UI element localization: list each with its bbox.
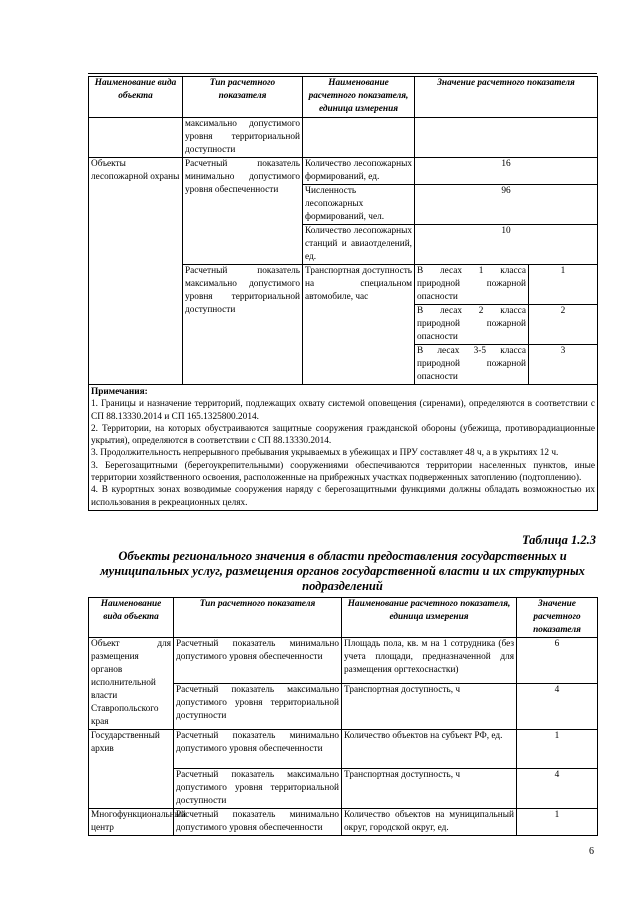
indicator-name: Количество объектов на муниципальный округ, городской округ, ед.	[342, 809, 517, 836]
indicator-name: Транспортная доступность, ч	[342, 684, 517, 730]
indicator-type: Расчетный показатель максимально допустимого уровня территориальной доступности	[174, 684, 342, 730]
indicator-type: Расчетный показатель максимально допустимого уровня территориальной доступности	[174, 769, 342, 809]
col-header-value: Значение расчетного показателя	[415, 77, 598, 118]
col-header-type: Тип расчетного показателя	[183, 77, 303, 118]
header-rule	[88, 73, 597, 74]
note-item: 1. Границы и назначение территорий, подлежащих охвату системой оповещения (сиренами), определяются в соответствии с СП 88.13330.2014 и СП 165.1325800.2014.	[91, 399, 595, 422]
notes-cell	[89, 385, 598, 511]
forest-class-label: В лесах 2 класса природной пожарной опасности	[415, 305, 529, 345]
indicator-name: Транспортная доступность на специальном автомобиле, час	[303, 265, 415, 385]
forest-class-value: 3	[529, 345, 598, 385]
table-number: Таблица 1.2.3	[521, 533, 596, 547]
col-header-type: Тип расчетного показателя	[174, 598, 342, 638]
indicator-type: Расчетный показатель минимально допустимого уровня обеспеченности	[183, 158, 303, 265]
note-item: 4. В курортных зонах возводимые сооружения наряду с берегозащитными функциями должны обладать возможностью их использования в рекреационных целях.	[91, 485, 595, 508]
col-header-indicator: Наименование расчетного показателя, единица измерения	[303, 77, 415, 118]
indicator-name: Транспортная доступность, ч	[342, 769, 517, 809]
object-name: Объекты лесопожарной охраны	[89, 158, 183, 385]
indicator-value: 16	[415, 158, 598, 185]
table-cell	[89, 118, 183, 158]
forest-class-value: 1	[529, 265, 598, 305]
object-name: Объект для размещения органов исполнительной власти Ставропольского края	[89, 638, 174, 730]
note-item: 3. Продолжительность непрерывного пребывания укрываемых в убежищах и ПРУ составляет 48 ч, а в укрытиях 12 ч.	[91, 448, 559, 459]
indicator-value: 10	[415, 225, 598, 265]
indicator-name: Количество объектов на субъект РФ, ед.	[342, 730, 517, 769]
object-name: Государственный архив	[89, 730, 174, 809]
forest-class-label: В лесах 1 класса природной пожарной опасности	[415, 265, 529, 305]
table-cell	[415, 118, 598, 158]
note-item: 2. Территории, на которых обустраиваются защитные сооружения гражданской обороны (убежища, противорадиационные укрытия), определяются в соответствии с СП 88.13330.2014.	[91, 423, 595, 447]
col-header-value: Значение расчетного показателя	[517, 598, 598, 638]
indicator-name: Численность лесопожарных формирований, чел.	[303, 185, 415, 225]
fire-protection-table	[88, 76, 598, 511]
indicator-value: 4	[517, 684, 598, 730]
indicator-name: Количество лесопожарных формирований, ед.	[303, 158, 415, 185]
indicator-type: Расчетный показатель минимально допустимого уровня обеспеченности	[174, 638, 342, 684]
public-services-table	[88, 597, 598, 836]
col-header-indicator: Наименование расчетного показателя, единица измерения	[342, 598, 517, 638]
forest-class-label: В лесах 3-5 класса природной пожарной опасности	[415, 345, 529, 385]
table-cell	[303, 118, 415, 158]
table-cell: максимально допустимого уровня территориальной доступности	[183, 118, 303, 158]
notes-title: Примечания:	[91, 387, 148, 397]
object-name: Многофункциональный центр	[89, 809, 174, 836]
col-header-object: Наименование вида объекта	[89, 598, 174, 638]
indicator-name: Количество лесопожарных станций и авиаотделений, ед.	[303, 225, 415, 265]
table-title: Объекты регионального значения в области предоставления государственных и муниципальных услуг, размещения органов государственной власти и их структурных подразделений	[100, 549, 585, 593]
indicator-value: 4	[517, 769, 598, 809]
indicator-value: 6	[517, 638, 598, 684]
page-number: 6	[589, 846, 594, 857]
indicator-name: Площадь пола, кв. м на 1 сотрудника (без учета площади, предназначенной для размещения оргтехоснастки)	[342, 638, 517, 684]
col-header-object: Наименование вида объекта	[89, 77, 183, 118]
indicator-value: 1	[517, 809, 598, 836]
indicator-type: Расчетный показатель минимально допустимого уровня обеспеченности	[174, 730, 342, 769]
indicator-value: 96	[415, 185, 598, 225]
indicator-type: Расчетный показатель максимально допустимого уровня территориальной доступности	[183, 265, 303, 385]
indicator-value: 1	[517, 730, 598, 769]
forest-class-value: 2	[529, 305, 598, 345]
indicator-type: Расчетный показатель минимально допустимого уровня обеспеченности	[174, 809, 342, 836]
note-item: 3. Берегозащитными (берегоукрепительными) сооружениями обеспечиваются территории населенных пунктов, иные территории хозяйственного освоения, расположенные на прибрежных участках подверженных затоплению (подтоплению).	[91, 460, 595, 484]
